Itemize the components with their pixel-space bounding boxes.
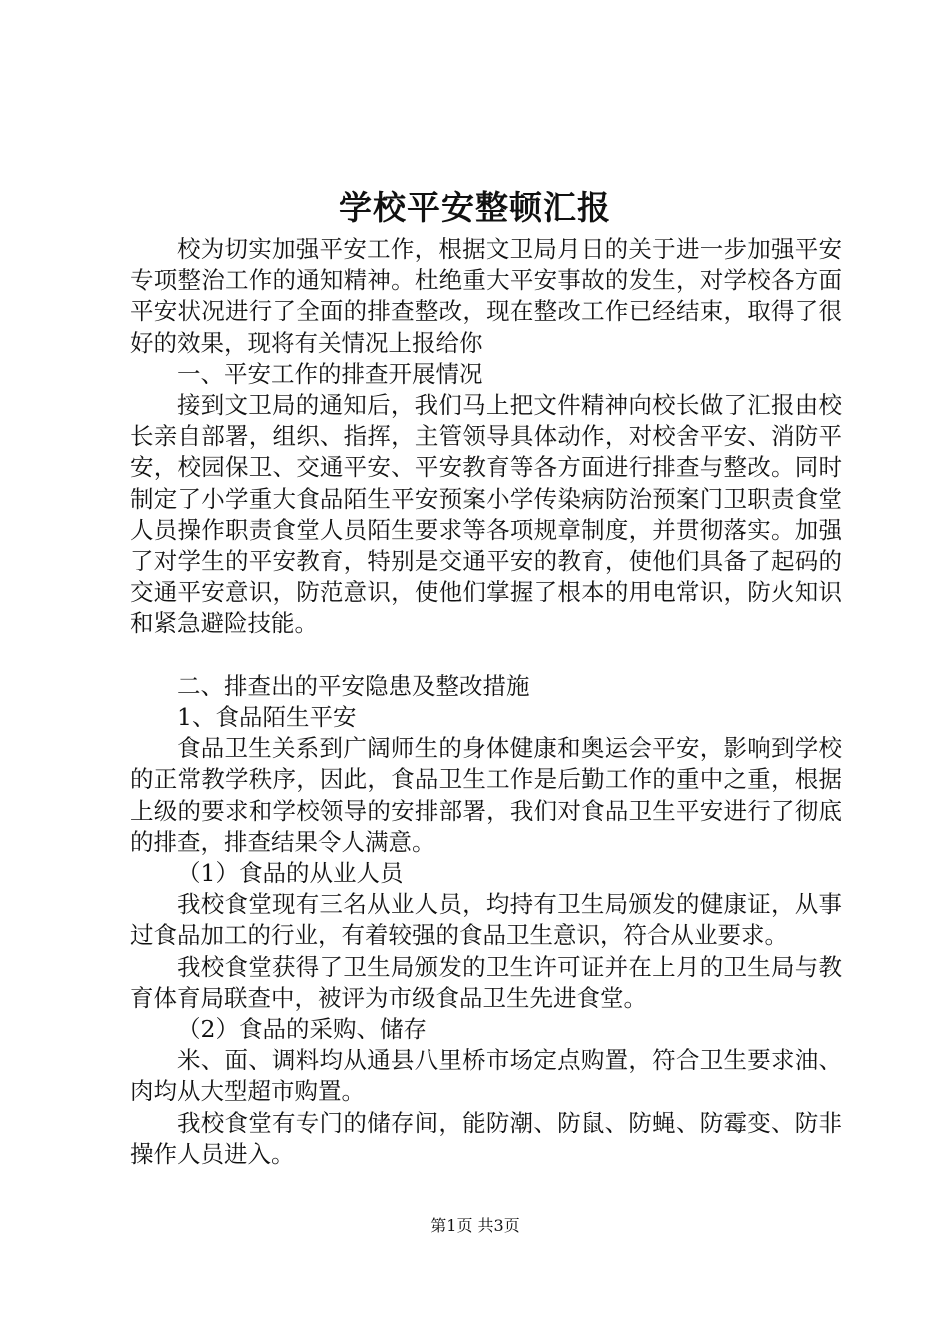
paragraph-intro: 校为切实加强平安工作，根据文卫局月日的关于进一步加强平安专项整治工作的通知精神。杜绝重大平安事故的发生，对学校各方面平安状况进行了全面的排查整改，现在整改工作已经结束，取得了很好的效果，现将有关情况上报给你 — [130, 235, 842, 357]
section-heading-2: 二、排查出的平安隐患及整改措施 — [177, 671, 530, 700]
item-heading-purchase-storage: （2）食品的采购、储存 — [177, 1015, 427, 1044]
section-heading-1: 一、平安工作的排查开展情况 — [177, 359, 483, 388]
document-body — [130, 234, 842, 1170]
paragraph-food-safety: 食品卫生关系到广阔师生的身体健康和奥运会平安，影响到学校的正常教学秩序，因此，食品卫生工作是后勤工作的重中之重，根据上级的要求和学校领导的安排部署，我们对食品卫生平安进行了彻底的排查，排查结果令人满意。 — [130, 734, 842, 856]
page-number-footer: 第1页 共3页 — [430, 1216, 520, 1235]
item-heading-staff: （1）食品的从业人员 — [177, 859, 404, 888]
document-title: 学校平安整顿汇报 — [339, 188, 611, 227]
blank-line — [130, 640, 842, 671]
paragraph-license: 我校食堂获得了卫生局颁发的卫生许可证并在上月的卫生局与教育体育局联查中，被评为市级食品卫生先进食堂。 — [130, 952, 842, 1012]
paragraph-purchase: 米、面、调料均从通县八里桥市场定点购置，符合卫生要求油、肉均从大型超市购置。 — [130, 1046, 842, 1106]
paragraph-section-1: 接到文卫局的通知后，我们马上把文件精神向校长做了汇报由校长亲自部署，组织、指挥，主管领导具体动作，对校舍平安、消防平安，校园保卫、交通平安、平安教育等各方面进行排查与整改。同时制定了小学重大食品陌生平安预案小学传染病防治预案门卫职责食堂人员操作职责食堂人员陌生要求等各项规章制度，并贯彻落实。加强了对学生的平安教育，特别是交通平安的教育，使他们具备了起码的交通平安意识，防范意识，使他们掌握了根本的用电常识，防火知识和紧急避险技能。 — [130, 391, 842, 638]
paragraph-staff: 我校食堂现有三名从业人员，均持有卫生局颁发的健康证，从事过食品加工的行业，有着较强的食品卫生意识，符合从业要求。 — [130, 890, 842, 950]
subsection-heading-food-safety: 1、食品陌生平安 — [177, 703, 357, 732]
paragraph-storage: 我校食堂有专门的储存间，能防潮、防鼠、防蝇、防霉变、防非操作人员进入。 — [130, 1108, 842, 1168]
